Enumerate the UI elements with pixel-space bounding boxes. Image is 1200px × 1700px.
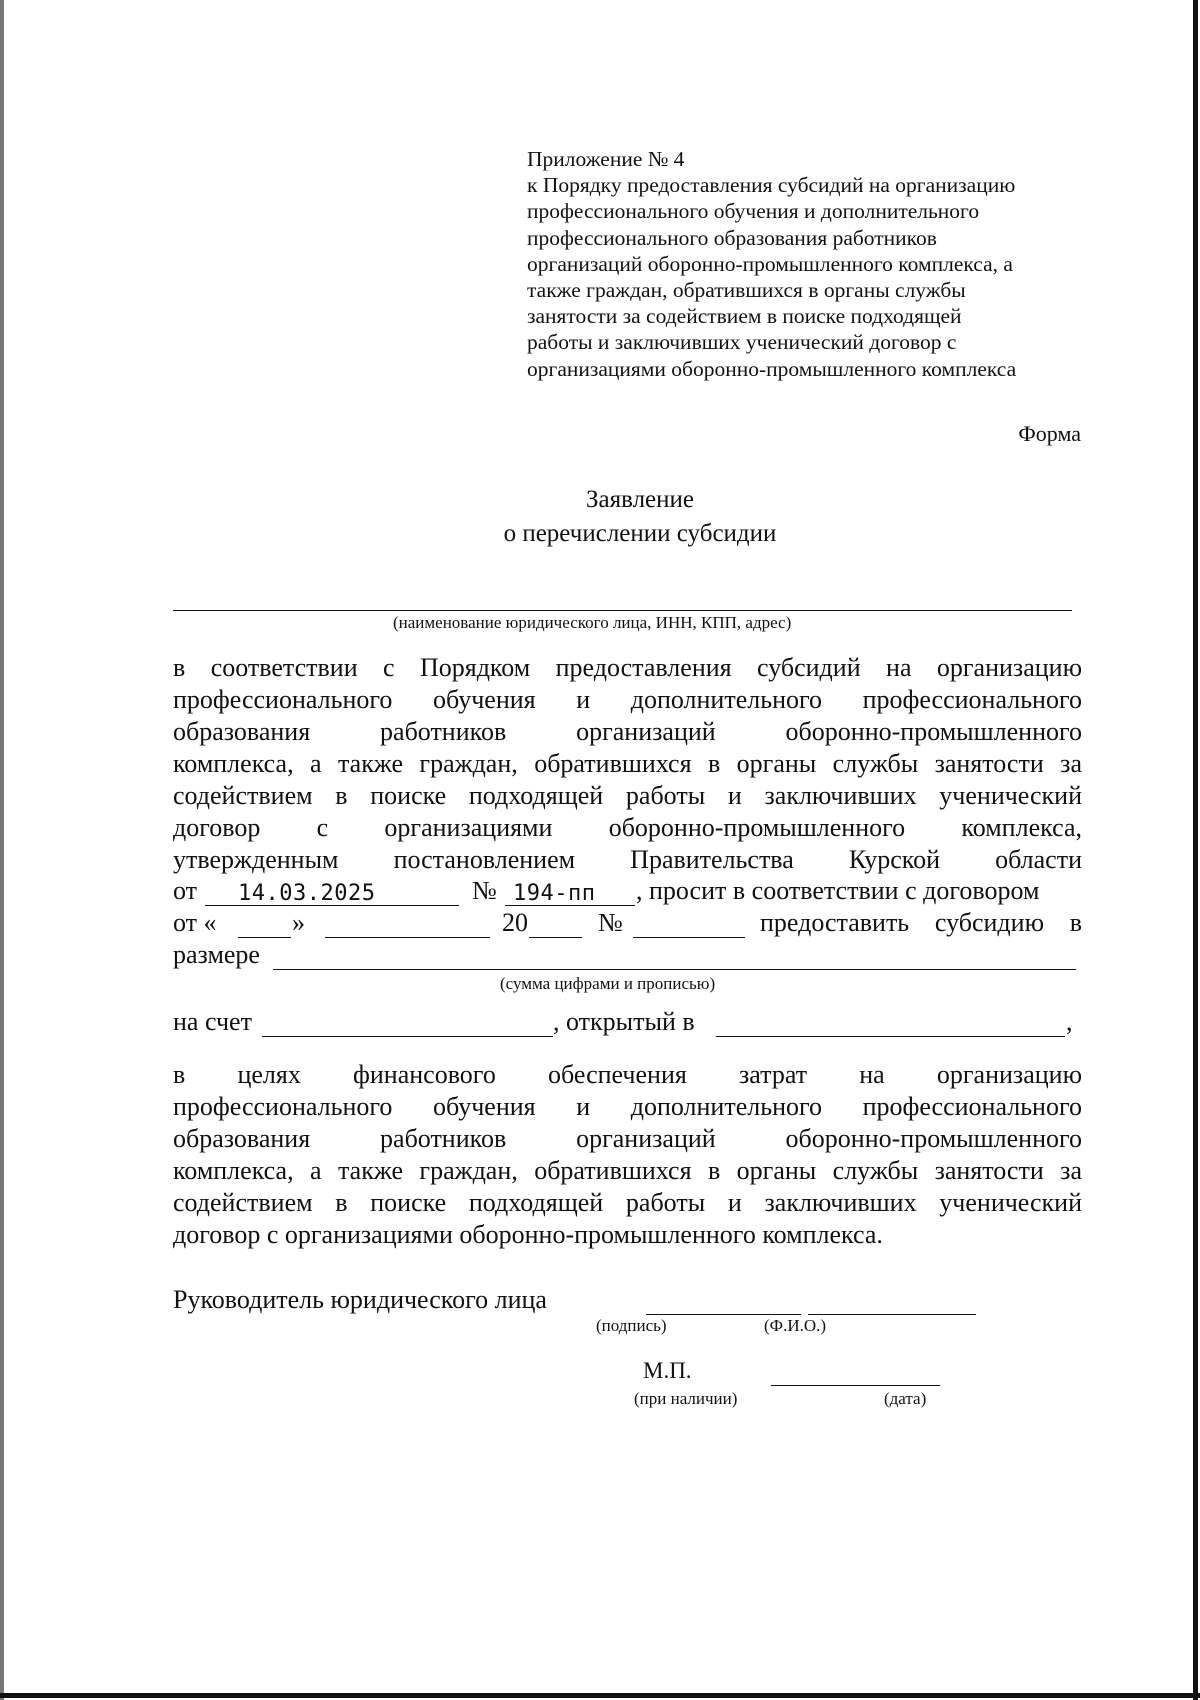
decree-date-value[interactable]: 14.03.2025 [238,881,376,906]
amount-field[interactable] [273,969,1076,970]
appendix-line: организаций оборонно-промышленного комплекса, а [527,251,1013,276]
paragraph2-line: договор с организациями оборонно-промышленного комплекса. [173,1220,883,1249]
appendix-line: профессионального обучения и дополнительного [527,199,980,224]
org-name-caption: (наименование юридического лица, ИНН, КПП, адрес) [393,613,792,632]
scan-edge-right [1193,0,1198,1700]
paragraph1-line: образования работников организаций оборонно-промышленного [173,717,1082,746]
contract-close-quote: » [292,908,305,937]
account-opened-label: , открытый в [553,1007,695,1036]
appendix-number: Приложение № 4 [527,147,685,171]
paragraph1-line: комплекса, а также граждан, обратившихся в органы службы занятости за [173,749,1082,778]
decree-tail-text: , просит в соответствии с договором [636,876,1040,905]
contract-day-field[interactable] [238,937,291,938]
paragraph2-line: содействием в поиске подходящей работы и заключивших ученический [173,1188,1082,1217]
paragraph2-line: профессионального обучения и дополнительного профессионального [173,1092,1082,1121]
appendix-line: к Порядку предоставления субсидий на организацию [527,173,1016,198]
date-caption: (дата) [884,1389,927,1408]
decree-number-value[interactable]: 194-пп [513,881,596,906]
paragraph1-line: в соответствии с Порядком предоставления субсидий на организацию [173,653,1082,682]
paragraph1-line: профессионального обучения и дополнительного профессионального [173,685,1082,714]
decree-number-label: № [472,876,497,905]
fio-field[interactable] [808,1314,976,1315]
contract-number-label: № [598,908,623,937]
decree-from-label: от [173,876,198,905]
document-subtitle: о перечислении субсидии [503,520,777,547]
signature-caption: (подпись) [596,1316,667,1335]
paragraph2-line: комплекса, а также граждан, обратившихся в органы службы занятости за [173,1156,1082,1185]
org-name-field[interactable] [173,610,1072,611]
date-field[interactable] [771,1385,940,1386]
appendix-line: профессионального образования работников [527,225,937,250]
stamp-caption: (при наличии) [634,1389,738,1408]
appendix-line: занятости за содействием в поиске подходящей [527,304,962,329]
contract-tail-text: предоставить субсидию в [760,908,1082,937]
appendix-line: также граждан, обратившихся в органы службы [527,278,966,303]
paragraph2-line: в целях финансового обеспечения затрат на организацию [173,1060,1082,1089]
contract-month-field[interactable] [325,937,490,938]
paragraph2-line: образования работников организаций оборонно-промышленного [173,1124,1082,1153]
form-label: Форма [1018,421,1081,446]
signature-field[interactable] [646,1314,801,1315]
account-comma: , [1066,1007,1073,1036]
scan-edge-left [0,0,4,1700]
appendix-header [527,146,1087,382]
amount-label: размере [173,940,260,969]
account-label: на счет [173,1007,252,1036]
stamp-label: М.П. [643,1358,692,1383]
amount-caption: (сумма цифрами и прописью) [500,974,716,993]
contract-number-field[interactable] [633,937,745,938]
scan-edge-bottom [0,1693,1200,1698]
document-title: Заявление [585,486,695,513]
contract-from-label: от « [173,908,217,937]
fio-caption: (Ф.И.О.) [764,1316,827,1335]
appendix-line: организациями оборонно-промышленного комплекса [527,356,1017,381]
paragraph1-line: содействием в поиске подходящей работы и заключивших ученический [173,781,1082,810]
contract-year-field[interactable] [529,937,582,938]
appendix-line: работы и заключивших ученический договор с [527,330,957,355]
account-number-field[interactable] [262,1036,553,1037]
contract-year-prefix: 20 [502,908,528,937]
bank-name-field[interactable] [716,1036,1065,1037]
paragraph1-line: утвержденным постановлением Правительства Курской области [173,845,1082,874]
head-label: Руководитель юридического лица [173,1285,547,1314]
paragraph1-line: договор с организациями оборонно-промышленного комплекса, [173,813,1082,842]
